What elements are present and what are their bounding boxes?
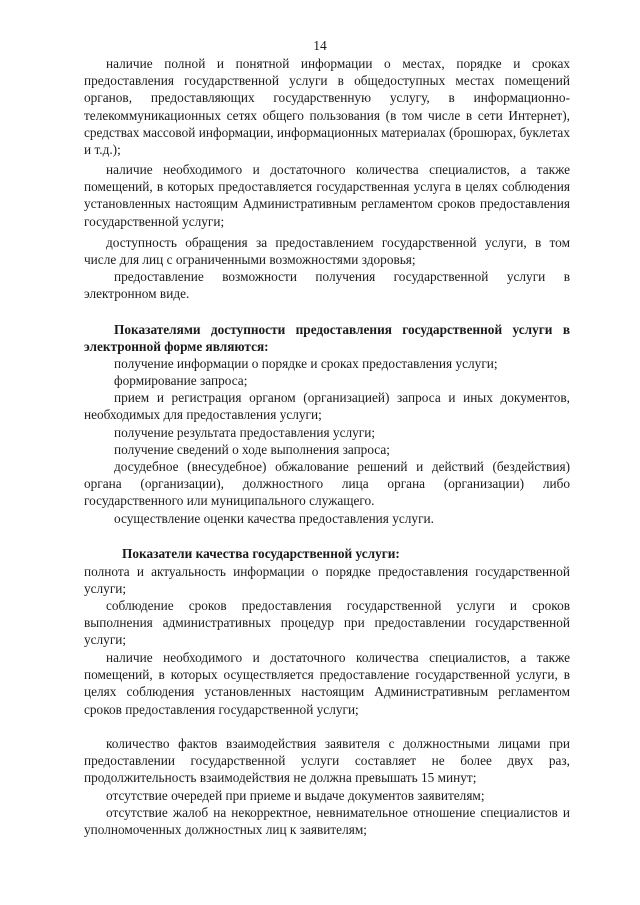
list-item: отсутствие очередей при приеме и выдаче документов заявителям; [106, 788, 485, 803]
list-item: получение информации о порядке и сроках предоставления услуги; [114, 356, 498, 371]
list-item: осуществление оценки качества предоставления услуги. [114, 511, 434, 526]
list-item: прием и регистрация органом (организацией) запроса и иных документов, необходимых для предоставления услуги; [84, 390, 570, 423]
paragraph-info-availability: наличие полной и понятной информации о местах, порядке и сроках предоставления государственной услуги в общедоступных местах помещений органов, предоставляющих государственную услугу, в информационно-телекоммуникационных сетях общего пользования (в том числе в сети Интернет), средствах массовой информации, информационных материалах (брошюрах, буклетах и т.д.); [84, 56, 570, 158]
paragraph-accessibility: доступность обращения за предоставлением государственной услуги, в том числе для лиц с ограниченными возможностями здоровья; [84, 235, 570, 268]
list-item: получение результата предоставления услуги; [114, 425, 376, 440]
list-item: полнота и актуальность информации о порядке предоставления государственной услуги; [84, 564, 570, 597]
list-item: отсутствие жалоб на некорректное, невнимательное отношение специалистов и уполномоченных должностных лиц к заявителям; [84, 805, 570, 838]
list-item: количество фактов взаимодействия заявителя с должностными лицами при предоставлении государственной услуги составляет не более двух раз, продолжительность взаимодействия не должна превышать 15 минут; [84, 736, 570, 786]
page-number: 14 [313, 38, 327, 53]
list-item: досудебное (внесудебное) обжалование решений и действий (бездействия) органа (организации), должностного лица органа (организации) либо государственного или муниципального служащего. [84, 459, 570, 509]
list-item: формирование запроса; [114, 373, 248, 388]
heading-quality-indicators: Показатели качества государственной услуги: [122, 546, 400, 561]
paragraph-electronic: предоставление возможности получения государственной услуги в электронном виде. [84, 269, 570, 302]
heading-electronic-accessibility: Показателями доступности предоставления государственной услуги в электронной форме являются: [84, 322, 570, 355]
list-item: получение сведений о ходе выполнения запроса; [114, 442, 390, 457]
paragraph-specialists: наличие необходимого и достаточного количества специалистов, а также помещений, в которых предоставляется государственная услуга в целях соблюдения установленных настоящим Административным регламентом сроков предоставления государственной услуги; [84, 162, 570, 229]
list-item: наличие необходимого и достаточного количества специалистов, а также помещений, в которых осуществляется предоставление государственной услуги, в целях соблюдения установленных настоящим Административным регламентом сроков предоставления государственной услуги; [84, 650, 570, 717]
list-item: соблюдение сроков предоставления государственной услуги и сроков выполнения административных процедур при предоставлении государственной услуги; [84, 598, 570, 648]
